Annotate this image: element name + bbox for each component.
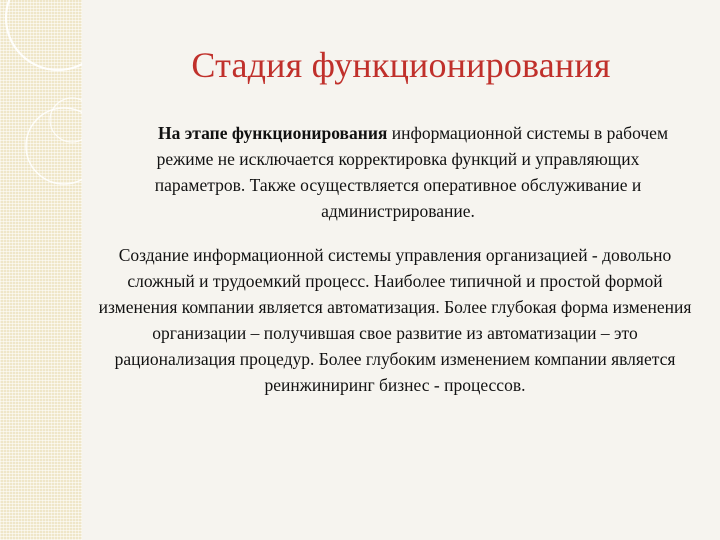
slide-title: Стадия функционирования	[191, 45, 611, 85]
paragraph-operation-body: информационной системы в рабочем режиме не исключается корректировка функций и управляющих параметров. Также осуществляется оперативное обслуживание и администрирование.	[154, 123, 669, 221]
decorative-circles	[0, 0, 82, 200]
paragraph-automation: Создание информационной системы управления организацией - довольно сложный и трудоемкий процесс. Наиболее типичной и простой формой изменения компании является автоматизация. Более глубокая форма изменения организации – получившая свое развитие из автоматизации – это рационализация процедур. Более глубоким изменением компании является реинжиниринг бизнес - процессов.	[98, 245, 692, 395]
paragraph-operation	[118, 120, 678, 224]
bold-lead-text: На этапе функционирования	[157, 123, 388, 143]
